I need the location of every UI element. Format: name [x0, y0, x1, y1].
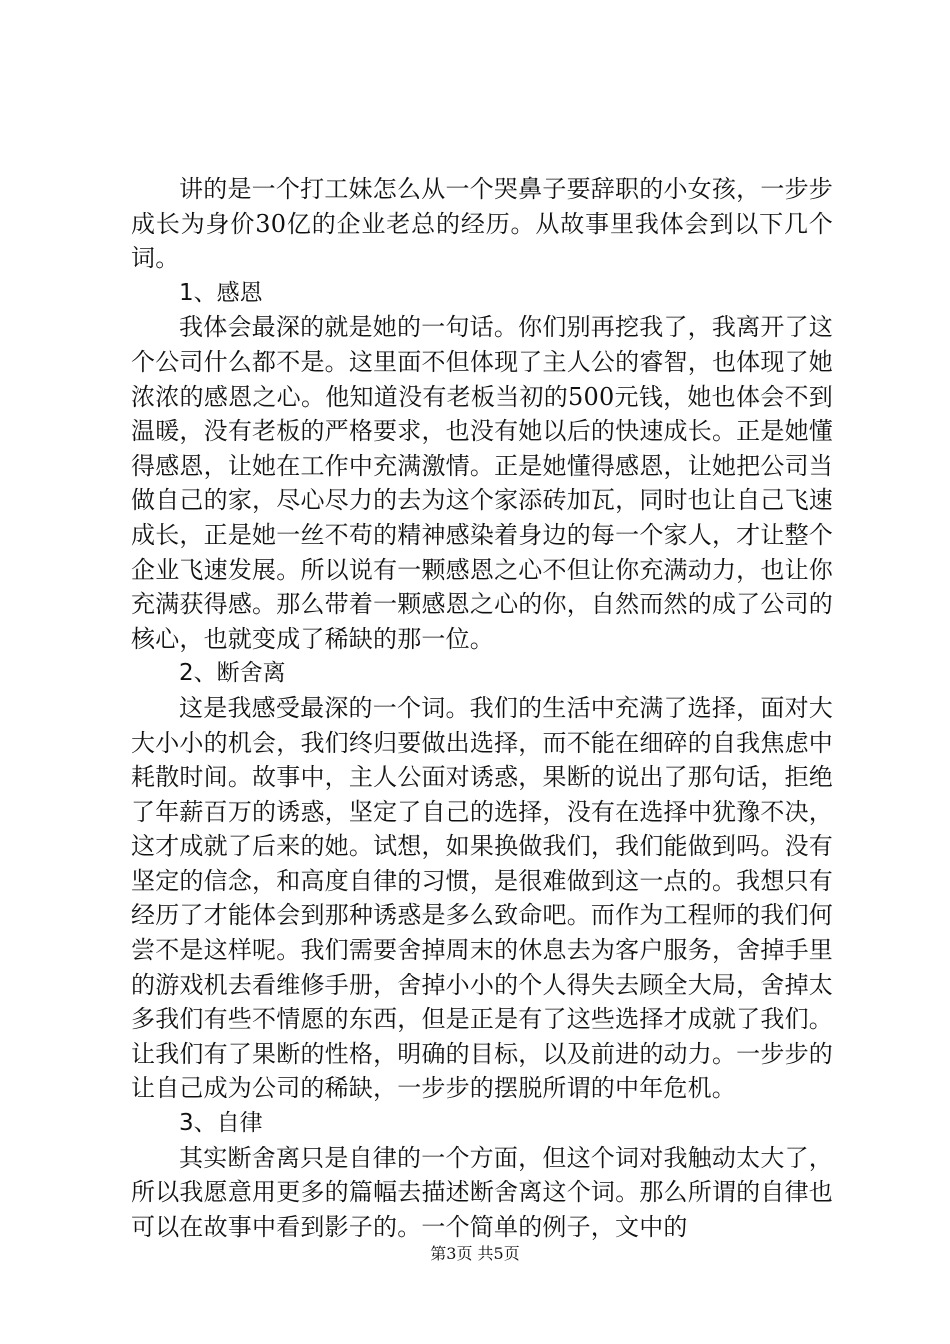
document-body [131, 172, 833, 1244]
self-discipline-paragraph: 其实断舍离只是自律的一个方面，但这个词对我触动太大了，所以我愿意用更多的篇幅去描述断舍离这个词。那么所谓的自律也可以在故事中看到影子的。一个简单的例子，文中的 [131, 1143, 833, 1241]
section-heading-declutter: 2、断舍离 [179, 660, 286, 687]
page-number-footer: 第3页 共5页 [430, 1244, 520, 1263]
intro-paragraph: 讲的是一个打工妹怎么从一个哭鼻子要辞职的小女孩，一步步成长为身价30亿的企业老总的经历。从故事里我体会到以下几个词。 [131, 175, 833, 273]
section-heading-gratitude: 1、感恩 [179, 279, 263, 306]
gratitude-paragraph: 我体会最深的就是她的一句话。你们别再挖我了，我离开了这个公司什么都不是。这里面不但体现了主人公的睿智，也体现了她浓浓的感恩之心。他知道没有老板当初的500元钱，她也体会不到温暖，没有老板的严格要求，也没有她以后的快速成长。正是她懂得感恩，让她在工作中充满激情。正是她懂得感恩，让她把公司当做自己的家，尽心尽力的去为这个家添砖加瓦，同时也让自己飞速成长，正是她一丝不苟的精神感染着身边的每一个家人，才让整个企业飞速发展。所以说有一颗感恩之心不但让你充满动力，也让你充满获得感。那么带着一颗感恩之心的你，自然而然的成了公司的核心，也就变成了稀缺的那一位。 [131, 313, 833, 653]
declutter-paragraph: 这是我感受最深的一个词。我们的生活中充满了选择，面对大大小小的机会，我们终归要做出选择，而不能在细碎的自我焦虑中耗散时间。故事中，主人公面对诱惑，果断的说出了那句话，拒绝了年薪百万的诱惑，坚定了自己的选择，没有在选择中犹豫不决，这才成就了后来的她。试想，如果换做我们，我们能做到吗。没有坚定的信念，和高度自律的习惯，是很难做到这一点的。我想只有经历了才能体会到那种诱惑是多么致命吧。而作为工程师的我们何尝不是这样呢。我们需要舍掉周末的休息去为客户服务，舍掉手里的游戏机去看维修手册，舍掉小小的个人得失去顾全大局，舍掉太多我们有些不情愿的东西，但是正是有了这些选择才成就了我们。让我们有了果断的性格，明确的目标，以及前进的动力。一步步的让自己成为公司的稀缺，一步步的摆脱所谓的中年危机。 [131, 693, 833, 1103]
section-heading-self-discipline: 3、自律 [179, 1110, 263, 1137]
